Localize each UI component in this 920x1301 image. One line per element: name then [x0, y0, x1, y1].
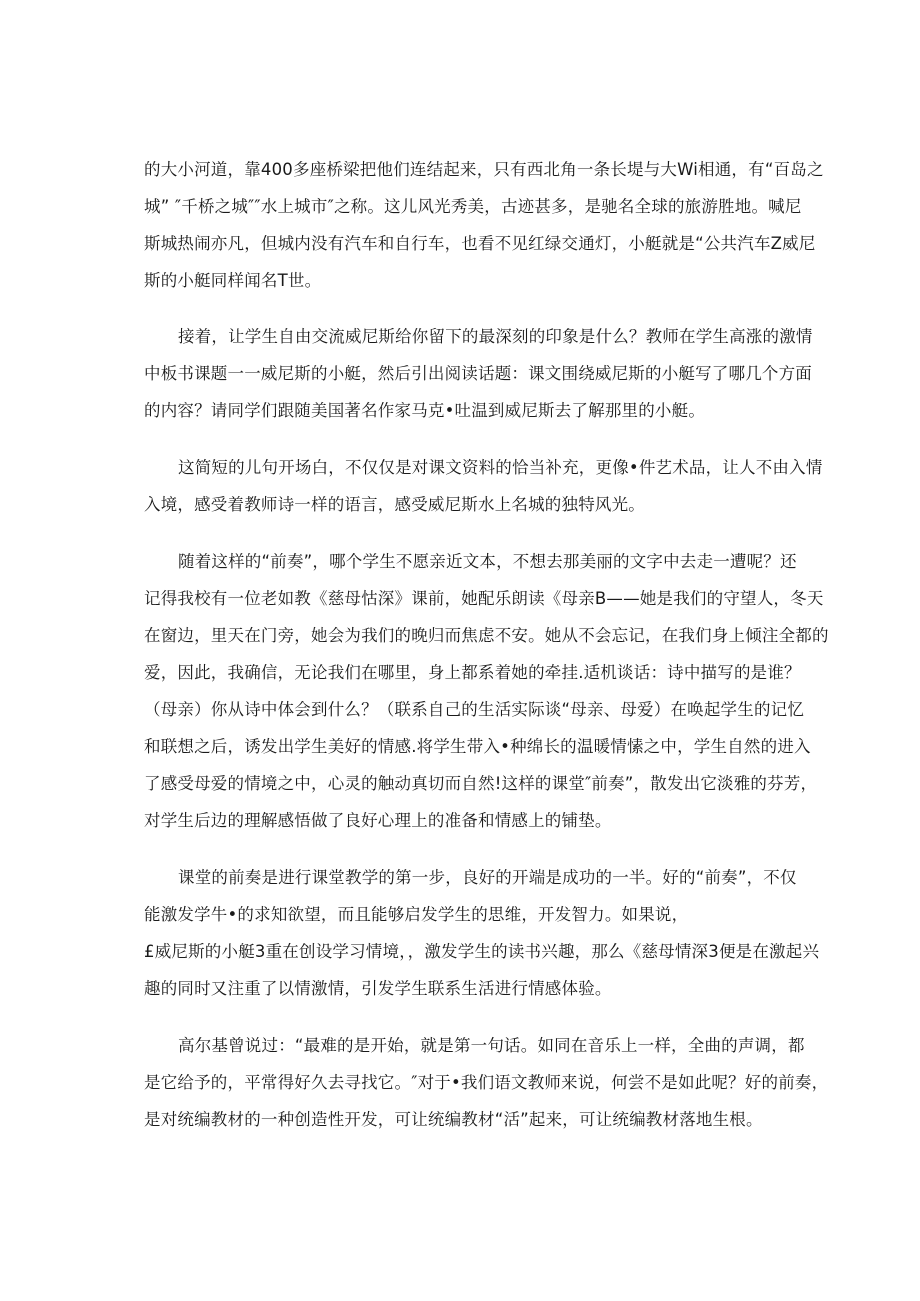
paragraph-4-line-4: 爱，因此，我确信，无论我们在哪里，身上都系着她的牵挂.适机谈话：诗中描写的是谁？ [144, 663, 801, 682]
paragraph-4-line-3: 在窗边，里天在门旁，她会为我们的晚归而焦虑不安。她从不会忘记，在我们身上倾注全都的 [144, 626, 829, 645]
paragraph-4-line-5: （母亲）你从诗中体会到什么？（联系自己的生活实际谈“母亲、母爱）在唤起学生的记忆 [144, 700, 805, 719]
paragraph-6-line-1: 高尔基曾说过：“最难的是开始，就是第一句话。如同在音乐上一样，全曲的声调，都 [178, 1036, 805, 1055]
paragraph-1-line-2: 城” ″千桥之城″″水上城市″之称。这儿风光秀美，古迹甚多，是驰名全球的旅游胜地。喊尼 [144, 197, 802, 216]
paragraph-4-line-7: 了感受母爱的情境之中，心灵的触动真切而自然!这样的课堂″前奏”，散发出它淡雅的芬芳， [144, 774, 818, 793]
paragraph-2-line-3: 的内容？请同学们跟随美国著名作家马克•吐温到威尼斯去了解那里的小艇。 [144, 401, 706, 420]
paragraph-3-line-1: 这简短的儿句开场白，不仅仅是对课文资料的恰当补充，更像•件艺术品，让人不由入情 [178, 458, 823, 477]
paragraph-5-line-4: 趣的同时又注重了以情激情，引发学生联系生活进行情感体验。 [144, 979, 612, 998]
paragraph-2-line-1: 接着，让学生自由交流威尼斯给你留下的最深刻的印象是什么？教师在学生高涨的激情 [178, 327, 813, 346]
paragraph-6-line-3: 是对统编教材的一种创造性开发，可让统编教材“活”起来，可让统编教材落地生根。 [144, 1110, 763, 1129]
paragraph-6-line-2: 是它给予的，平常得好久去寻找它。″对于•我们语文教师来说，何尝不是如此呢？好的前奏， [144, 1073, 829, 1092]
paragraph-2-line-2: 中板书课题一一威尼斯的小艇，然后引出阅读话题：课文围绕威尼斯的小艇写了哪几个方面 [144, 364, 812, 383]
paragraph-1-line-3: 斯城热闹亦凡，但城内没有汽车和自行车，也看不见红绿交通灯，小艇就是“公共汽车Z威尼 [144, 234, 816, 253]
paragraph-4-line-1: 随着这样的“前奏”，哪个学生不愿亲近文本，不想去那美丽的文字中去走一遭呢？还 [178, 552, 797, 571]
paragraph-5-line-1: 课堂的前奏是进行课堂教学的第一步，良好的开端是成功的一半。好的“前奏”，不仅 [178, 868, 797, 887]
paragraph-4-line-2: 记得我校有一位老如教《慈母怙深》课前，她配乐朗读《母亲B——她是我们的守望人，冬天 [144, 589, 824, 608]
paragraph-1-line-4: 斯的小艇同样闻名T世。 [144, 271, 322, 290]
paragraph-4-line-8: 对学生后边的理解感悟做了良好心理上的准备和情感上的铺垫。 [144, 811, 612, 830]
paragraph-3-line-2: 入境，感受着教师诗一样的语言，感受威尼斯水上名城的独特风光。 [144, 495, 645, 514]
paragraph-5-line-3: £威尼斯的小艇3重在创设学习情境，，激发学生的读书兴趣，那么《慈母情深3便是在激起兴 [144, 942, 820, 961]
paragraph-4-line-6: 和联想之后，诱发出学生美好的情感.将学生带入•种绵长的温暖情愫之中，学生自然的进入 [144, 737, 811, 756]
paragraph-5-line-2: 能激发学牛•的求知欲望，而且能够启发学生的思维，开发智力。如果说， [144, 905, 689, 924]
paragraph-1-line-1: 的大小河道，靠400多座桥梁把他们连结起来，只有西北角一条长堤与大Wi相通，有“百岛之 [144, 160, 824, 179]
